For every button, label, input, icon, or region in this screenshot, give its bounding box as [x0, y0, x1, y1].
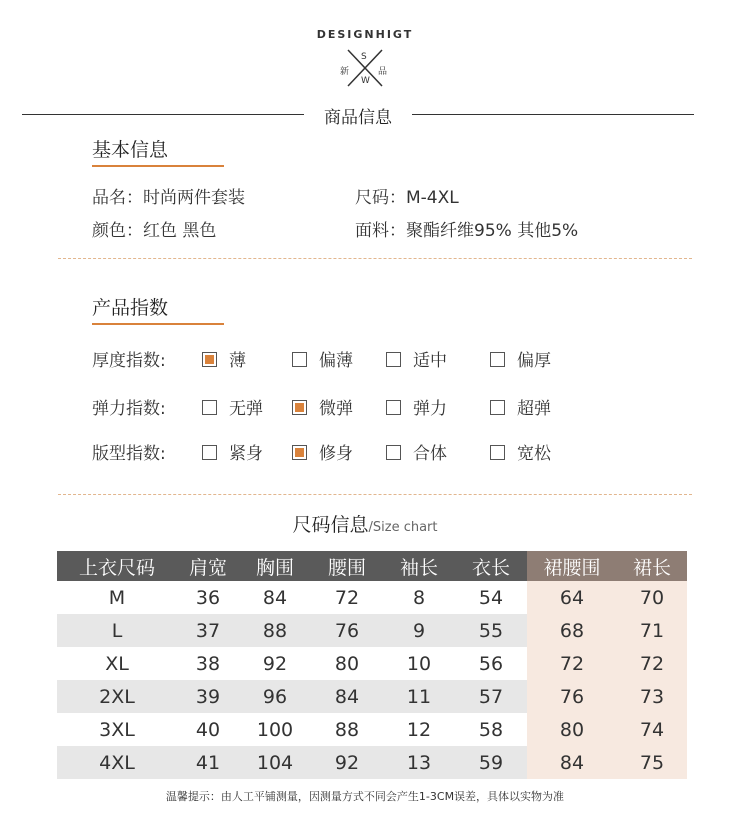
index-option-label: 偏厚	[517, 351, 551, 371]
size-chart-header-cell: 裙长	[617, 551, 687, 581]
index-option	[202, 439, 263, 464]
table-cell: 10	[383, 647, 455, 680]
size-chart-header-cell: 肩宽	[177, 551, 239, 581]
table-cell: 37	[177, 614, 239, 647]
unchecked-box-icon	[386, 352, 401, 367]
index-label: 弹力指数:	[92, 399, 166, 419]
unchecked-box-icon	[202, 445, 217, 460]
index-option	[292, 346, 353, 371]
index-option-label: 合体	[413, 444, 447, 464]
table-cell: XL	[57, 647, 177, 680]
table-cell: 12	[383, 713, 455, 746]
logo-letter-top: S	[361, 52, 367, 62]
table-cell: 39	[177, 680, 239, 713]
table-cell: 2XL	[57, 680, 177, 713]
logo-cross-mark	[300, 28, 430, 104]
index-option	[292, 439, 353, 464]
table-row	[57, 581, 687, 614]
logo-char-left: 新	[340, 67, 350, 77]
table-cell: 74	[617, 713, 687, 746]
table-cell: 13	[383, 746, 455, 779]
table-cell: 54	[455, 581, 527, 614]
measurement-note: 温馨提示：由人工平铺测量，因测量方式不同会产生1-3CM误差，具体以实物为准	[165, 790, 565, 803]
unchecked-box-icon	[202, 400, 217, 415]
table-cell: 38	[177, 647, 239, 680]
index-option	[490, 394, 551, 419]
table-cell: 72	[527, 647, 617, 680]
size-chart-header-cell: 胸围	[239, 551, 311, 581]
product-colors: 颜色：红色 黑色	[92, 221, 217, 241]
logo-char-right: 品	[378, 67, 388, 77]
section-divider	[58, 258, 692, 259]
table-cell: 9	[383, 614, 455, 647]
table-row	[57, 680, 687, 713]
size-chart-header-cell: 腰围	[311, 551, 383, 581]
unchecked-box-icon	[386, 400, 401, 415]
table-cell: 84	[527, 746, 617, 779]
checked-box-icon	[292, 445, 307, 460]
index-option-label: 微弹	[319, 399, 353, 419]
unchecked-box-icon	[292, 352, 307, 367]
table-cell: L	[57, 614, 177, 647]
table-row	[57, 713, 687, 746]
table-cell: 40	[177, 713, 239, 746]
header-title: 商品信息	[324, 108, 392, 128]
section-divider	[58, 494, 692, 495]
logo-letter-bottom: W	[361, 76, 370, 86]
table-cell: 72	[617, 647, 687, 680]
table-cell: 88	[311, 713, 383, 746]
index-option-label: 无弹	[229, 399, 263, 419]
table-cell: 3XL	[57, 713, 177, 746]
table-cell: 64	[527, 581, 617, 614]
index-option-label: 偏薄	[319, 351, 353, 371]
table-row	[57, 614, 687, 647]
product-name: 品名：时尚两件套装	[92, 188, 245, 208]
index-option	[386, 394, 447, 419]
table-row	[57, 647, 687, 680]
product-size-range: 尺码：M-4XL	[355, 188, 459, 208]
unchecked-box-icon	[490, 445, 505, 460]
index-option	[386, 439, 447, 464]
size-chart-heading	[0, 510, 730, 537]
index-option	[202, 346, 246, 371]
size-chart-header-cell: 袖长	[383, 551, 455, 581]
product-index-title: 产品指数	[92, 297, 169, 319]
unchecked-box-icon	[386, 445, 401, 460]
table-cell: 80	[527, 713, 617, 746]
index-option-label: 紧身	[229, 444, 263, 464]
checked-box-icon	[202, 352, 217, 367]
index-option-label: 适中	[413, 351, 447, 371]
size-chart-title: 尺码信息	[292, 514, 369, 536]
index-option	[490, 439, 551, 464]
index-option-label: 修身	[319, 444, 353, 464]
brand-name: DESIGNHIGT	[316, 28, 414, 41]
index-option	[386, 346, 447, 371]
table-cell: 36	[177, 581, 239, 614]
table-cell: 84	[311, 680, 383, 713]
index-option	[490, 346, 551, 371]
index-option-label: 超弹	[517, 399, 551, 419]
table-cell: 55	[455, 614, 527, 647]
index-option-label: 薄	[229, 351, 246, 371]
table-cell: 56	[455, 647, 527, 680]
table-cell: 72	[311, 581, 383, 614]
table-cell: 73	[617, 680, 687, 713]
unchecked-box-icon	[490, 352, 505, 367]
table-row	[57, 746, 687, 779]
index-option	[292, 394, 353, 419]
table-cell: 92	[311, 746, 383, 779]
table-cell: 11	[383, 680, 455, 713]
table-cell: 76	[311, 614, 383, 647]
index-label: 厚度指数:	[92, 351, 166, 371]
table-cell: 88	[239, 614, 311, 647]
table-cell: 8	[383, 581, 455, 614]
unchecked-box-icon	[490, 400, 505, 415]
size-chart-table	[57, 551, 687, 779]
index-option	[202, 394, 263, 419]
size-chart-header-cell: 上衣尺码	[57, 551, 177, 581]
table-cell: 59	[455, 746, 527, 779]
table-cell: 92	[239, 647, 311, 680]
table-cell: 68	[527, 614, 617, 647]
table-cell: 41	[177, 746, 239, 779]
size-chart-header-cell: 衣长	[455, 551, 527, 581]
checked-box-icon	[292, 400, 307, 415]
table-cell: 84	[239, 581, 311, 614]
table-cell: M	[57, 581, 177, 614]
table-cell: 76	[527, 680, 617, 713]
index-option-label: 宽松	[517, 444, 551, 464]
table-cell: 80	[311, 647, 383, 680]
table-cell: 96	[239, 680, 311, 713]
basic-info-title-bar	[92, 165, 224, 167]
size-chart-body	[57, 581, 687, 779]
index-option-label: 弹力	[413, 399, 447, 419]
brand-logo	[300, 28, 430, 104]
size-chart-header-row	[57, 551, 687, 581]
product-fabric: 面料：聚酯纤维95% 其他5%	[355, 221, 579, 241]
table-cell: 71	[617, 614, 687, 647]
table-cell: 75	[617, 746, 687, 779]
index-label: 版型指数:	[92, 444, 166, 464]
table-cell: 58	[455, 713, 527, 746]
product-info-header	[22, 103, 694, 128]
table-cell: 104	[239, 746, 311, 779]
product-index-title-bar	[92, 323, 224, 325]
table-cell: 57	[455, 680, 527, 713]
basic-info-title: 基本信息	[92, 139, 169, 161]
table-cell: 100	[239, 713, 311, 746]
table-cell: 4XL	[57, 746, 177, 779]
table-cell: 70	[617, 581, 687, 614]
size-chart-subtitle: /Size chart	[368, 520, 438, 535]
size-chart-header-cell: 裙腰围	[527, 551, 617, 581]
